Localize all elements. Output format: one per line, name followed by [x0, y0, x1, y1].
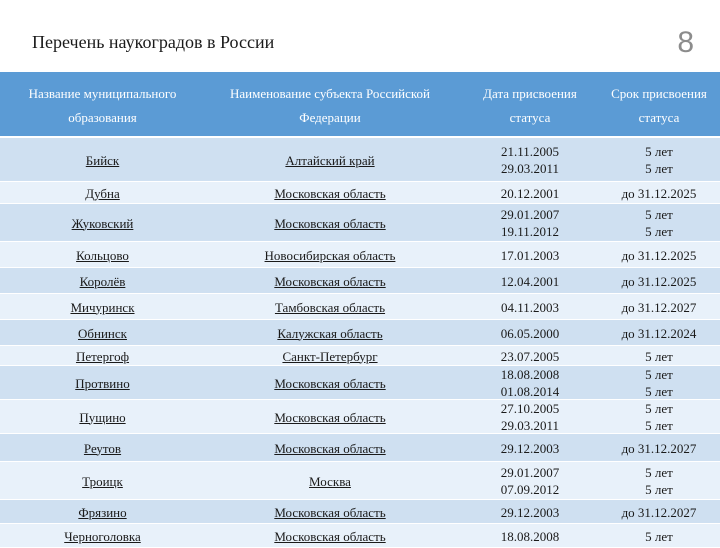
cell-region: [210, 462, 450, 500]
cell-city: [0, 268, 205, 294]
table-row: [0, 138, 720, 182]
header-term-line2: статуса: [638, 110, 680, 125]
table-row: [0, 182, 720, 204]
city-name: Обнинск: [78, 325, 127, 341]
status-date: 29.12.2003: [500, 440, 560, 456]
region-name: Московская область: [274, 409, 386, 425]
status-date: 18.08.2008: [500, 528, 560, 544]
city-name: Троицк: [82, 473, 123, 489]
cell-dates: [460, 204, 600, 242]
cell-region: [210, 294, 450, 320]
cell-city: [0, 462, 205, 500]
table-row: [0, 462, 720, 500]
status-term: 5 лет: [645, 367, 673, 382]
region-name: Москва: [309, 473, 351, 489]
cell-terms: [598, 182, 720, 204]
cell-terms: [598, 138, 720, 182]
status-date: 29.12.2003: [500, 504, 560, 520]
status-term: 5 лет: [645, 348, 673, 364]
cell-city: [0, 366, 205, 400]
region-name: Санкт-Петербург: [282, 348, 378, 364]
table-row: [0, 204, 720, 242]
city-name: Петергоф: [75, 348, 130, 364]
status-date: 29.01.2007: [500, 465, 560, 480]
region-name: Московская область: [274, 504, 386, 520]
header-term-line1: Срок присвоения: [611, 86, 707, 101]
city-name: Королёв: [79, 273, 126, 289]
status-date: 04.11.2003: [500, 299, 560, 315]
cell-terms: [598, 294, 720, 320]
cell-terms: [598, 500, 720, 524]
status-date: 29.01.2007: [500, 207, 560, 222]
region-name: Московская область: [274, 273, 386, 289]
city-name: Жуковский: [71, 215, 134, 231]
table-row: [0, 400, 720, 434]
table-row: [0, 366, 720, 400]
status-date: 06.05.2000: [500, 325, 560, 341]
cell-terms: [598, 524, 720, 548]
table-row: [0, 524, 720, 548]
city-name: Реутов: [83, 440, 122, 456]
cell-city: [0, 182, 205, 204]
cell-dates: [460, 320, 600, 346]
city-name: Пущино: [79, 409, 126, 425]
status-term: до 31.12.2027: [621, 440, 697, 456]
cell-region: [210, 500, 450, 524]
cell-dates: [460, 462, 600, 500]
cell-dates: [460, 366, 600, 400]
region-name: Московская область: [274, 440, 386, 456]
cell-terms: [598, 462, 720, 500]
status-term: 5 лет: [645, 384, 673, 399]
slide-number: 8: [677, 26, 694, 59]
cell-terms: [598, 400, 720, 434]
region-name: Московская область: [274, 375, 386, 391]
cell-dates: [460, 182, 600, 204]
region-name: Калужская область: [277, 325, 383, 341]
city-name: Черноголовка: [64, 528, 141, 544]
status-term: до 31.12.2024: [621, 325, 697, 341]
cell-city: [0, 524, 205, 548]
status-term: до 31.12.2025: [621, 185, 697, 201]
cell-terms: [598, 268, 720, 294]
status-term: 5 лет: [645, 418, 673, 433]
status-date: 20.12.2001: [500, 185, 560, 201]
cell-city: [0, 294, 205, 320]
header-municipality-line2: образования: [68, 110, 137, 125]
table-row: [0, 500, 720, 524]
cell-region: [210, 320, 450, 346]
cell-city: [0, 320, 205, 346]
cell-dates: [460, 434, 600, 462]
header-region-line1: Наименование субъекта Российской: [229, 86, 431, 101]
status-date: 18.08.2008: [500, 367, 560, 382]
status-term: 5 лет: [645, 482, 673, 497]
table-row: [0, 434, 720, 462]
status-term: 5 лет: [645, 224, 673, 239]
region-name: Алтайский край: [285, 152, 375, 168]
cell-dates: [460, 294, 600, 320]
cell-city: [0, 434, 205, 462]
header-date-line1: Дата присвоения: [483, 86, 577, 101]
table-row: [0, 320, 720, 346]
table-row: [0, 242, 720, 268]
city-name: Фрязино: [78, 504, 127, 520]
cell-dates: [460, 500, 600, 524]
table-row: [0, 294, 720, 320]
cell-city: [0, 500, 205, 524]
status-date: 21.11.2005: [500, 144, 560, 159]
status-date: 17.01.2003: [500, 247, 560, 263]
cell-city: [0, 346, 205, 366]
cell-terms: [598, 346, 720, 366]
page-title: Перечень наукоградов в России: [32, 32, 275, 52]
header-region-line2: Федерации: [299, 110, 361, 125]
cell-terms: [598, 366, 720, 400]
city-name: Дубна: [85, 185, 120, 201]
status-date: 01.08.2014: [500, 384, 560, 399]
cell-region: [210, 204, 450, 242]
cell-dates: [460, 268, 600, 294]
city-name: Кольцово: [76, 247, 129, 263]
status-date: 29.03.2011: [500, 418, 560, 433]
city-name: Протвино: [75, 375, 130, 391]
cell-terms: [598, 204, 720, 242]
status-term: до 31.12.2025: [621, 247, 697, 263]
city-name: Бийск: [85, 152, 120, 168]
status-date: 23.07.2005: [500, 348, 560, 364]
region-name: Тамбовская область: [274, 299, 386, 315]
cell-region: [210, 524, 450, 548]
status-term: 5 лет: [645, 144, 673, 159]
status-date: 07.09.2012: [500, 482, 560, 497]
status-term: 5 лет: [645, 161, 673, 176]
cell-terms: [598, 320, 720, 346]
cell-dates: [460, 138, 600, 182]
status-term: 5 лет: [645, 207, 673, 222]
region-name: Новосибирская область: [264, 247, 396, 263]
cell-region: [210, 242, 450, 268]
status-term: 5 лет: [645, 528, 673, 544]
cell-region: [210, 400, 450, 434]
status-term: до 31.12.2027: [621, 504, 697, 520]
cell-city: [0, 204, 205, 242]
cell-dates: [460, 400, 600, 434]
region-name: Московская область: [274, 215, 386, 231]
table-row: [0, 268, 720, 294]
header-date-line2: статуса: [509, 110, 551, 125]
region-name: Московская область: [274, 528, 386, 544]
cell-city: [0, 242, 205, 268]
cell-terms: [598, 434, 720, 462]
status-date: 27.10.2005: [500, 401, 560, 416]
cell-dates: [460, 524, 600, 548]
table-row: [0, 346, 720, 366]
header-municipality-line1: Название муниципального: [28, 86, 177, 101]
table-header: [0, 72, 720, 136]
cell-region: [210, 138, 450, 182]
city-name: Мичуринск: [70, 299, 135, 315]
status-term: до 31.12.2027: [621, 299, 697, 315]
region-name: Московская область: [274, 185, 386, 201]
status-date: 29.03.2011: [500, 161, 560, 176]
status-term: 5 лет: [645, 401, 673, 416]
cell-region: [210, 182, 450, 204]
cell-region: [210, 434, 450, 462]
cell-region: [210, 366, 450, 400]
cell-dates: [460, 346, 600, 366]
status-date: 19.11.2012: [500, 224, 560, 239]
status-term: 5 лет: [645, 465, 673, 480]
cell-region: [210, 268, 450, 294]
cell-city: [0, 138, 205, 182]
cell-dates: [460, 242, 600, 268]
status-date: 12.04.2001: [500, 273, 560, 289]
cell-city: [0, 400, 205, 434]
cell-region: [210, 346, 450, 366]
cell-terms: [598, 242, 720, 268]
status-term: до 31.12.2025: [621, 273, 697, 289]
